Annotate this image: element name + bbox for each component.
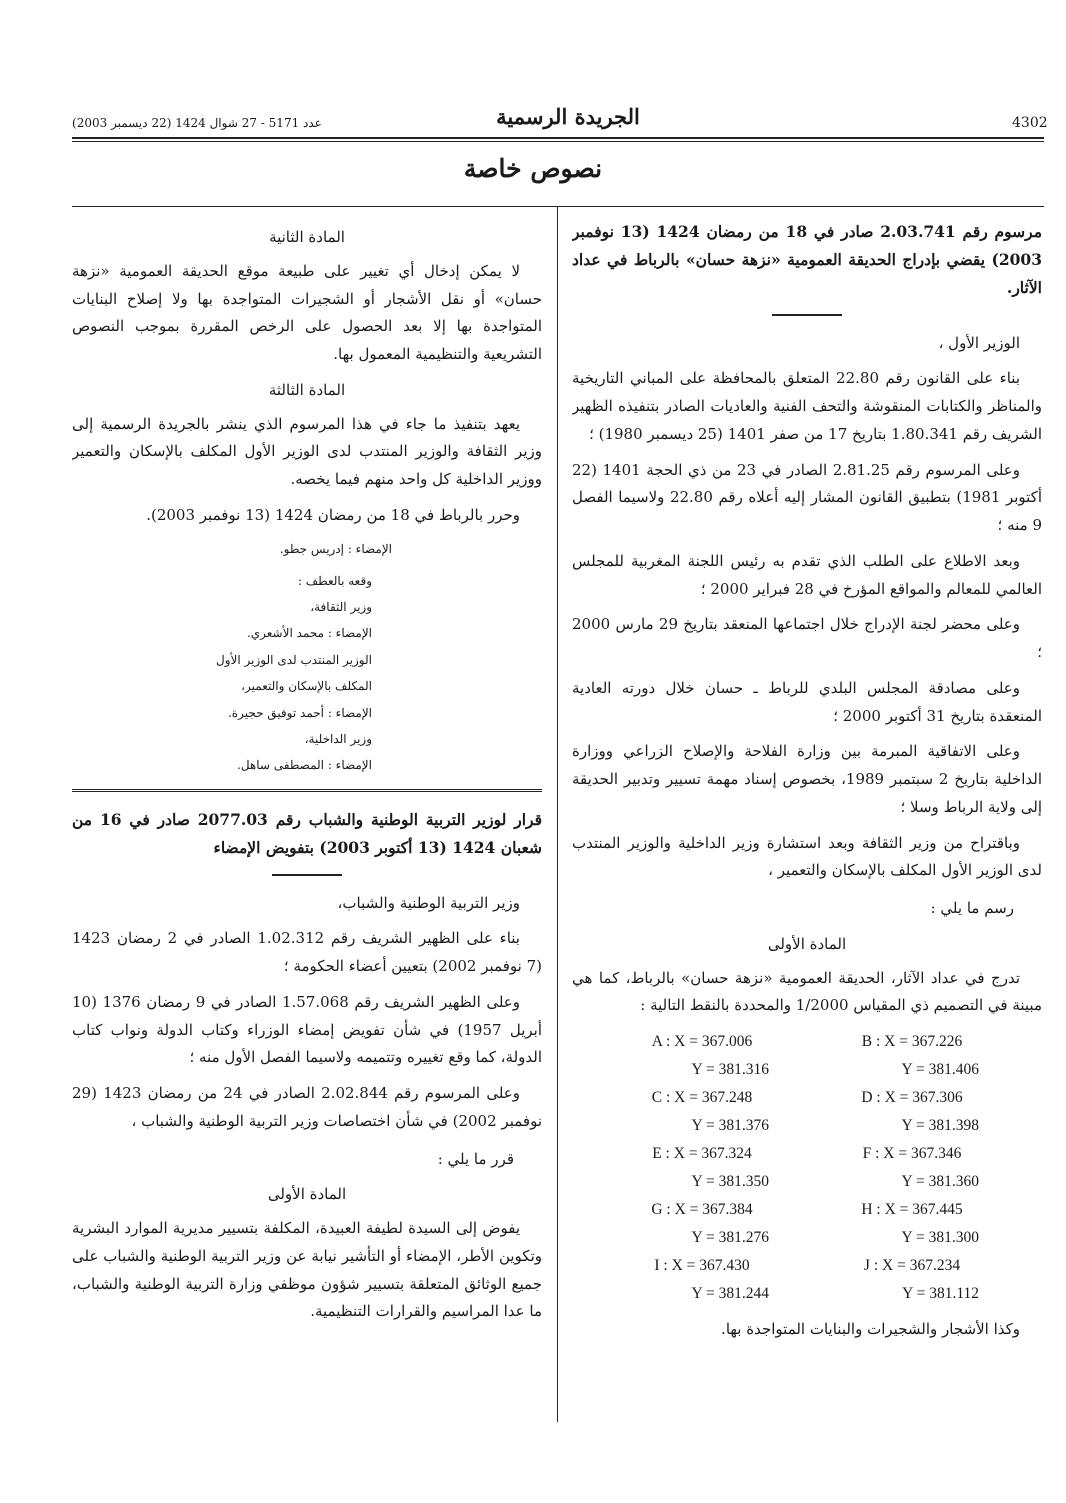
coordinate-x: G : X = 367.384 [651,1201,753,1219]
coordinates-row [617,1140,997,1168]
cosign-line: وقعه بالعطف : [297,573,372,588]
column-divider [557,206,558,1422]
coordinates-row [617,1196,997,1224]
right-column [572,218,1042,1428]
cosign-line: المكلف بالإسكان والتعمير، [241,679,372,694]
issue-info: عدد 5171 - 27 شوال 1424 (22 ديسمبر 2003) [72,116,322,130]
cosign-line: الإمضاء : محمد الأشعري. [246,626,372,641]
cosign-line: الإمضاء : المصطفى ساهل. [237,758,372,773]
article-text: لا يمكن إدخال أي تغيير على طبيعة موقع الحديقة العمومية «نزهة حسان» أو نقل الأشجار أو الشجيرات المتواجدة بها ولا إصلاح البنايات المتواجدة بها إلا بعد الحصول على الرخص المقررة بموجب النصوص التشريعية والتنظيمية المعمول بها. [72,261,542,363]
coordinate-y: Y = 381.350 [691,1173,769,1191]
closing-text: وكذا الأشجار والشجيرات والبنايات المتواجدة بها. [721,1320,1020,1339]
columns-top-rule [72,206,1044,207]
article-heading: المادة الثانية [269,228,345,246]
coordinates-row [617,1168,997,1196]
done-at: وحرر بالرباط في 18 من رمضان 1424 (13 نوفمبر 2003). [146,505,520,524]
coordinate-y: Y = 381.300 [901,1229,979,1247]
coordinate-x: H : X = 367.445 [861,1201,963,1219]
coordinates-row [617,1280,997,1308]
article-text: يعهد بتنفيذ ما جاء في هذا المرسوم الذي ينشر بالجريدة الرسمية إلى وزير الثقافة والوزير المنتدب لدى الوزير الأول المكلف بالإسكان والتعمير ووزير الداخلية كل واحد منهم فيما يخصه. [72,414,542,488]
section-divider [72,789,542,792]
decision-statement: قرر ما يلي : [437,1149,514,1168]
preamble-paragraph: وعلى مصادقة المجلس البلدي للرباط ـ حسان خلال دورته العادية المنعقدة بتاريخ 31 أكتوبر 2000 ؛ [572,678,1042,725]
coordinate-x: D : X = 367.306 [861,1089,963,1107]
preamble-paragraph: وبعد الاطلاع على الطلب الذي تقدم به رئيس اللجنة المغربية للمجلس العالمي للمعالم والمواقع المؤرخ في 28 فبراير 2000 ؛ [572,551,1042,598]
preamble-paragraph: وعلى الظهير الشريف رقم 1.57.068 الصادر في 9 رمضان 1376 (10 أبريل 1957) في شأن تفويض إمضاء الوزراء وكتاب الدولة ونواب كتاب الدولة، كما وقع تغييره وتتميمه ولاسيما الفصل الأول منه ؛ [72,992,542,1067]
preamble-paragraph: وباقتراح من وزير الثقافة وبعد استشارة وزير الداخلية والوزير المنتدب لدى الوزير الأول المكلف بالإسكان والتعمير ، [572,833,1042,880]
coordinate-y: Y = 381.316 [691,1061,769,1079]
coordinate-y: Y = 381.360 [901,1173,979,1191]
issuer: وزير التربية الوطنية والشباب، [337,893,520,912]
coordinates-row [617,1224,997,1252]
issuer: الوزير الأول ، [938,333,1020,352]
header-rule [72,137,1044,139]
coordinate-x: F : X = 367.346 [862,1145,962,1163]
article-heading: المادة الأولى [267,1185,347,1204]
article-text: يفوض إلى السيدة لطيفة العبيدة، المكلفة بتسيير مديرية الموارد البشرية وتكوين الأطر، الإمضاء أو التأشير نيابة عن وزير التربية الوطنية والشباب على جميع الوثائق المتعلقة بتسيير شؤون موظفي وزارة التربية الوطنية والشباب، ما عدا المراسيم والقرارات التنظيمية. [72,1219,542,1321]
section-title: نصوص خاصة [463,154,603,183]
coordinate-x: I : X = 367.430 [654,1257,750,1275]
decree-title: مرسوم رقم 2.03.741 صادر في 18 من رمضان 1424 (13 نوفمبر 2003) يقضي بإدراج الحديقة العمومية «نزهة حسان» بالرباط في عداد الآثار. [572,222,1042,297]
gazette-title: الجريدة الرسمية [496,104,640,129]
coordinates-row [617,1028,997,1056]
cosign-line: الإمضاء : أحمد توفيق حجيرة. [227,705,372,720]
coordinates-row [617,1252,997,1280]
coordinate-y: Y = 381.398 [901,1117,979,1135]
title-separator [272,874,342,876]
cosign-line: الوزير المنتدب لدى الوزير الأول [216,652,372,667]
cosign-line: وزير الثقافة، [310,600,372,615]
coordinates-row [617,1056,997,1084]
decree-statement: رسم ما يلي : [930,899,1014,918]
preamble-paragraph: وعلى الاتفاقية المبرمة بين وزارة الفلاحة والإصلاح الزراعي ووزارة الداخلية بتاريخ 2 سبتمبر 1989، بخصوص إسناد مهمة تسيير وتدبير الحديقة إلى ولاية الرباط وسلا ؛ [572,742,1042,816]
preamble-paragraph: بناء على القانون رقم 22.80 المتعلق بالمحافظة على المباني التاريخية والمناظر والكتابات المنقوشة والتحف الفنية والعاديات الصادر بتنفيذه الظهير الشريف رقم 1.80.341 بتاريخ 17 من صفر 1401 (25 ديسمبر 1980) ؛ [572,369,1042,443]
coordinate-x: J : X = 367.234 [863,1257,961,1275]
title-separator [772,314,842,316]
cosignatures [72,568,542,779]
coordinates-table [617,1028,997,1308]
preamble-paragraph: بناء على الظهير الشريف رقم 1.02.312 الصادر في 2 رمضان 1423 (7 نوفمبر 2002) بتعيين أعضاء الحكومة ؛ [72,929,542,976]
coordinate-x: A : X = 367.006 [651,1033,753,1051]
article-text: تدرج في عداد الآثار، الحديقة العمومية «نزهة حسان» بالرباط، كما هي مبينة في التصميم ذي المقياس 1/2000 والمحددة بالنقط التالية : [572,968,1042,1015]
signature: الإمضاء : إدريس جطو. [279,541,392,556]
coordinates-row [617,1084,997,1112]
coordinate-y: Y = 381.244 [691,1285,769,1303]
preamble-paragraph: وعلى محضر لجنة الإدراج خلال اجتماعها المنعقد بتاريخ 29 مارس 2000 ؛ [572,615,1042,662]
preamble-paragraph: وعلى المرسوم رقم 2.81.25 الصادر في 23 من ذي الحجة 1401 (22 أكتوبر 1981) بتطبيق القانون المشار إليه أعلاه رقم 22.80 ولاسيما الفصل 9 منه ؛ [572,460,1042,535]
coordinate-x: B : X = 367.226 [861,1033,963,1051]
header-rule-thin [72,141,1044,142]
coordinate-x: C : X = 367.248 [651,1089,753,1107]
coordinates-row [617,1112,997,1140]
article-heading: المادة الثالثة [268,380,346,399]
coordinate-y: Y = 381.406 [901,1061,979,1079]
left-column [72,218,542,1428]
coordinate-y: Y = 381.112 [902,1285,979,1303]
coordinate-x: E : X = 367.324 [652,1145,752,1163]
preamble-paragraph: وعلى المرسوم رقم 2.02.844 الصادر في 24 من رمضان 1423 (29 نوفمبر 2002) في شأن اختصاصات وزير التربية الوطنية والشباب ، [72,1084,542,1130]
coordinate-y: Y = 381.276 [691,1229,769,1247]
article-heading: المادة الأولى [767,934,847,953]
coordinate-y: Y = 381.376 [691,1117,769,1135]
cosign-line: وزير الداخلية، [304,732,372,747]
page-number: 4302 [1012,115,1048,131]
decision-title: قرار لوزير التربية الوطنية والشباب رقم 2077.03 صادر في 16 من شعبان 1424 (13 أكتوبر 2003) بتفويض الإمضاء [72,809,542,857]
